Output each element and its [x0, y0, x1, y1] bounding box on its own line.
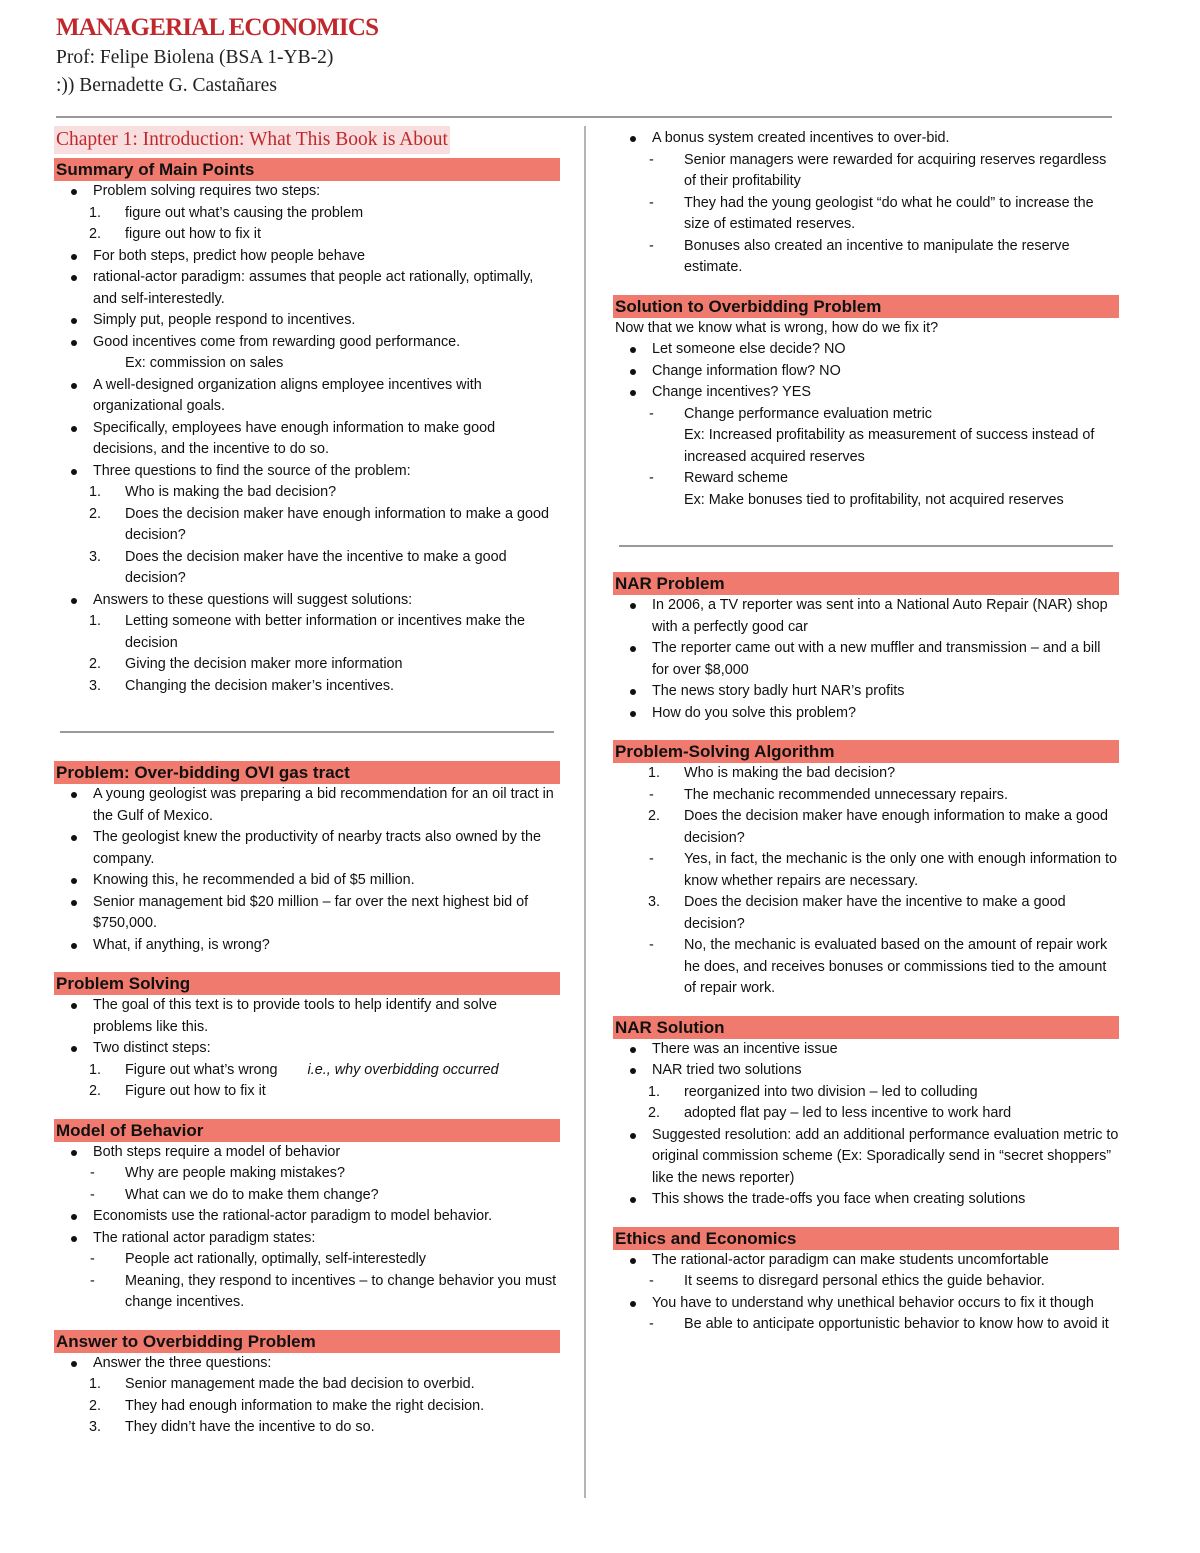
list-item — [613, 1082, 1119, 1104]
item-number: 3. — [89, 548, 102, 565]
list-item — [54, 224, 560, 246]
list-item: Two distinct steps: — [54, 1038, 560, 1060]
list-item: - Be able to anticipate opportunistic behavior to know how to avoid it — [613, 1314, 1119, 1336]
list-item: The reporter came out with a new muffler and transmission – and a bill for over $8,000 — [613, 638, 1119, 681]
summary-list — [54, 181, 560, 697]
list-item — [54, 482, 560, 504]
list-item — [54, 1081, 560, 1103]
item-text: reorganized into two division – led to colluding — [684, 1083, 978, 1100]
item-text: Does the decision maker have the incentive to make a good decision? — [125, 548, 507, 586]
item-number: 2. — [648, 1105, 661, 1121]
document-title: MANAGERIAL ECONOMICS — [56, 14, 379, 41]
item-number: 1. — [89, 204, 102, 221]
item-number: 3. — [648, 894, 661, 910]
item-number: 1. — [89, 484, 102, 500]
list-item: There was an incentive issue — [613, 1039, 1119, 1061]
list-item: Both steps require a model of behavior — [54, 1142, 560, 1164]
section-heading-ethics: Ethics and Economics — [613, 1227, 1119, 1250]
section-heading-answer: Answer to Overbidding Problem — [54, 1330, 560, 1353]
item-text: Does the decision maker have enough information to make a good decision? — [125, 505, 549, 543]
item-text: Does the decision maker have the incentive to make a good decision? — [684, 894, 1066, 932]
list-item: The goal of this text is to provide tools to help identify and solve problems like this. — [54, 995, 560, 1038]
list-item: How do you solve this problem? — [613, 703, 1119, 725]
example-text: Ex: Increased profitability as measurement of success instead of increased acquired reserves — [684, 427, 1095, 465]
item-text: Does the decision maker have enough information to make a good decision? — [684, 808, 1108, 846]
list-item: Three questions to find the source of the problem: — [54, 461, 560, 483]
section-heading-solution: Solution to Overbidding Problem — [613, 295, 1119, 318]
item-number: 2. — [89, 1083, 102, 1099]
section-heading-nar-problem: NAR Problem — [613, 572, 1119, 595]
item-text: adopted flat pay – led to less incentive to work hard — [684, 1105, 1012, 1121]
list-item: - Change performance evaluation metric — [613, 404, 1119, 426]
list-item: Simply put, people respond to incentives. — [54, 310, 560, 332]
list-item — [54, 504, 560, 547]
list-item: Suggested resolution: add an additional performance evaluation metric to original commission scheme (Ex: Sporadically send in “secret shoppers” like the news reporter) — [613, 1125, 1119, 1190]
item-text: Letting someone with better information or incentives make the decision — [125, 613, 525, 651]
list-item: Good incentives come from rewarding good performance. — [54, 332, 560, 354]
list-item: In 2006, a TV reporter was sent into a National Auto Repair (NAR) shop with a perfectly good car — [613, 595, 1119, 638]
list-item — [54, 1396, 560, 1418]
item-number: 1. — [648, 765, 661, 781]
list-item: Change incentives? YES — [613, 382, 1119, 404]
section-heading-overbidding: Problem: Over-bidding OVI gas tract — [54, 761, 560, 784]
list-item: NAR tried two solutions — [613, 1060, 1119, 1082]
section-heading-model: Model of Behavior — [54, 1119, 560, 1142]
list-item — [613, 1103, 1119, 1125]
list-item: - Senior managers were rewarded for acquiring reserves regardless of their profitability — [613, 150, 1119, 193]
list-item — [54, 654, 560, 676]
item-text: Giving the decision maker more information — [125, 656, 403, 672]
list-item: Answer the three questions: — [54, 1353, 560, 1375]
list-item: A bonus system created incentives to over-bid. — [613, 128, 1119, 150]
list-item: What, if anything, is wrong? — [54, 935, 560, 957]
item-number: 3. — [89, 677, 102, 694]
item-number: 2. — [89, 1397, 102, 1414]
list-item: The rational-actor paradigm can make students uncomfortable — [613, 1250, 1119, 1272]
list-item: - People act rationally, optimally, self-interestedly — [54, 1249, 560, 1271]
list-item: The news story badly hurt NAR’s profits — [613, 681, 1119, 703]
item-number: 2. — [89, 226, 102, 242]
item-text: figure out how to fix it — [125, 226, 261, 242]
list-item — [613, 763, 1119, 785]
column-divider — [584, 126, 586, 1498]
list-item — [54, 1374, 560, 1396]
section-heading-nar-solution: NAR Solution — [613, 1016, 1119, 1039]
item-number: 1. — [89, 1061, 102, 1078]
list-item: - The mechanic recommended unnecessary repairs. — [613, 785, 1119, 807]
item-number: 1. — [89, 1376, 102, 1392]
item-text: They didn’t have the incentive to do so. — [125, 1419, 375, 1435]
list-item: - Why are people making mistakes? — [54, 1163, 560, 1185]
italic-note: i.e., why overbidding occurred — [307, 1061, 499, 1078]
chapter-title: Chapter 1: Introduction: What This Book is About — [54, 126, 450, 154]
item-text: They had enough information to make the right decision. — [125, 1397, 485, 1414]
left-column — [54, 126, 560, 1439]
professor-line: Prof: Felipe Biolena (BSA 1-YB-2) — [56, 47, 334, 68]
item-text: Changing the decision maker’s incentives. — [125, 677, 395, 694]
intro-text: Now that we know what is wrong, how do we fix it? — [615, 319, 939, 336]
item-text: Who is making the bad decision? — [684, 765, 896, 781]
list-item: - Yes, in fact, the mechanic is the only one with enough information to know whether repairs are necessary. — [613, 849, 1119, 892]
list-item: - Bonuses also created an incentive to manipulate the reserve estimate. — [613, 236, 1119, 279]
list-item: - No, the mechanic is evaluated based on the amount of repair work he does, and receives bonuses or commissions tied to the amount of repair work. — [613, 935, 1119, 1000]
list-item — [54, 611, 560, 654]
list-item — [54, 1060, 560, 1082]
list-item — [54, 547, 560, 590]
example-text: Ex: commission on sales — [125, 355, 284, 371]
item-number: 1. — [89, 613, 102, 629]
item-number: 2. — [89, 656, 102, 672]
list-item — [54, 203, 560, 225]
item-number: 3. — [89, 1419, 102, 1435]
item-number: 2. — [648, 808, 661, 824]
list-item: This shows the trade-offs you face when creating solutions — [613, 1189, 1119, 1211]
list-item: Problem solving requires two steps: — [54, 181, 560, 203]
item-text: Who is making the bad decision? — [125, 484, 337, 500]
list-item: A young geologist was preparing a bid recommendation for an oil tract in the Gulf of Mexico. — [54, 784, 560, 827]
list-item: Answers to these questions will suggest solutions: — [54, 590, 560, 612]
list-item: Knowing this, he recommended a bid of $5 million. — [54, 870, 560, 892]
list-item: Senior management bid $20 million – far over the next highest bid of $750,000. — [54, 892, 560, 935]
item-number: 2. — [89, 505, 102, 522]
list-item: - It seems to disregard personal ethics the guide behavior. — [613, 1271, 1119, 1293]
section-heading-algorithm: Problem-Solving Algorithm — [613, 740, 1119, 763]
author-line: :)) Bernadette G. Castañares — [56, 75, 277, 96]
list-item: For both steps, predict how people behave — [54, 246, 560, 268]
list-item: You have to understand why unethical behavior occurs to fix it though — [613, 1293, 1119, 1315]
list-item — [54, 1417, 560, 1439]
list-item: The rational actor paradigm states: — [54, 1228, 560, 1250]
list-item: Specifically, employees have enough information to make good decisions, and the incentive to do so. — [54, 418, 560, 461]
right-column — [613, 128, 1119, 1336]
example-text: Ex: Make bonuses tied to profitability, not acquired reserves — [684, 491, 1064, 508]
list-item: - Meaning, they respond to incentives – to change behavior you must change incentives. — [54, 1271, 560, 1314]
item-number: 1. — [648, 1083, 661, 1100]
list-item — [613, 806, 1119, 849]
list-item: Economists use the rational-actor paradigm to model behavior. — [54, 1206, 560, 1228]
list-item: A well-designed organization aligns employee incentives with organizational goals. — [54, 375, 560, 418]
item-text: figure out what’s causing the problem — [125, 204, 364, 221]
section-heading-summary: Summary of Main Points — [54, 158, 560, 181]
list-item: Let someone else decide? NO — [613, 339, 1119, 361]
section-heading-problem-solving: Problem Solving — [54, 972, 560, 995]
list-item — [613, 892, 1119, 935]
list-item: - Reward scheme — [613, 468, 1119, 490]
list-item: The geologist knew the productivity of nearby tracts also owned by the company. — [54, 827, 560, 870]
list-item: rational-actor paradigm: assumes that people act rationally, optimally, and self-interestedly. — [54, 267, 560, 310]
list-item: - They had the young geologist “do what he could” to increase the size of estimated reserves. — [613, 193, 1119, 236]
header-divider — [56, 116, 1112, 118]
list-item: - What can we do to make them change? — [54, 1185, 560, 1207]
list-item: Change information flow? NO — [613, 361, 1119, 383]
item-text: Senior management made the bad decision to overbid. — [125, 1376, 475, 1392]
item-text: Figure out how to fix it — [125, 1083, 266, 1099]
list-item — [54, 676, 560, 698]
item-text: Figure out what’s wrong — [125, 1061, 278, 1078]
